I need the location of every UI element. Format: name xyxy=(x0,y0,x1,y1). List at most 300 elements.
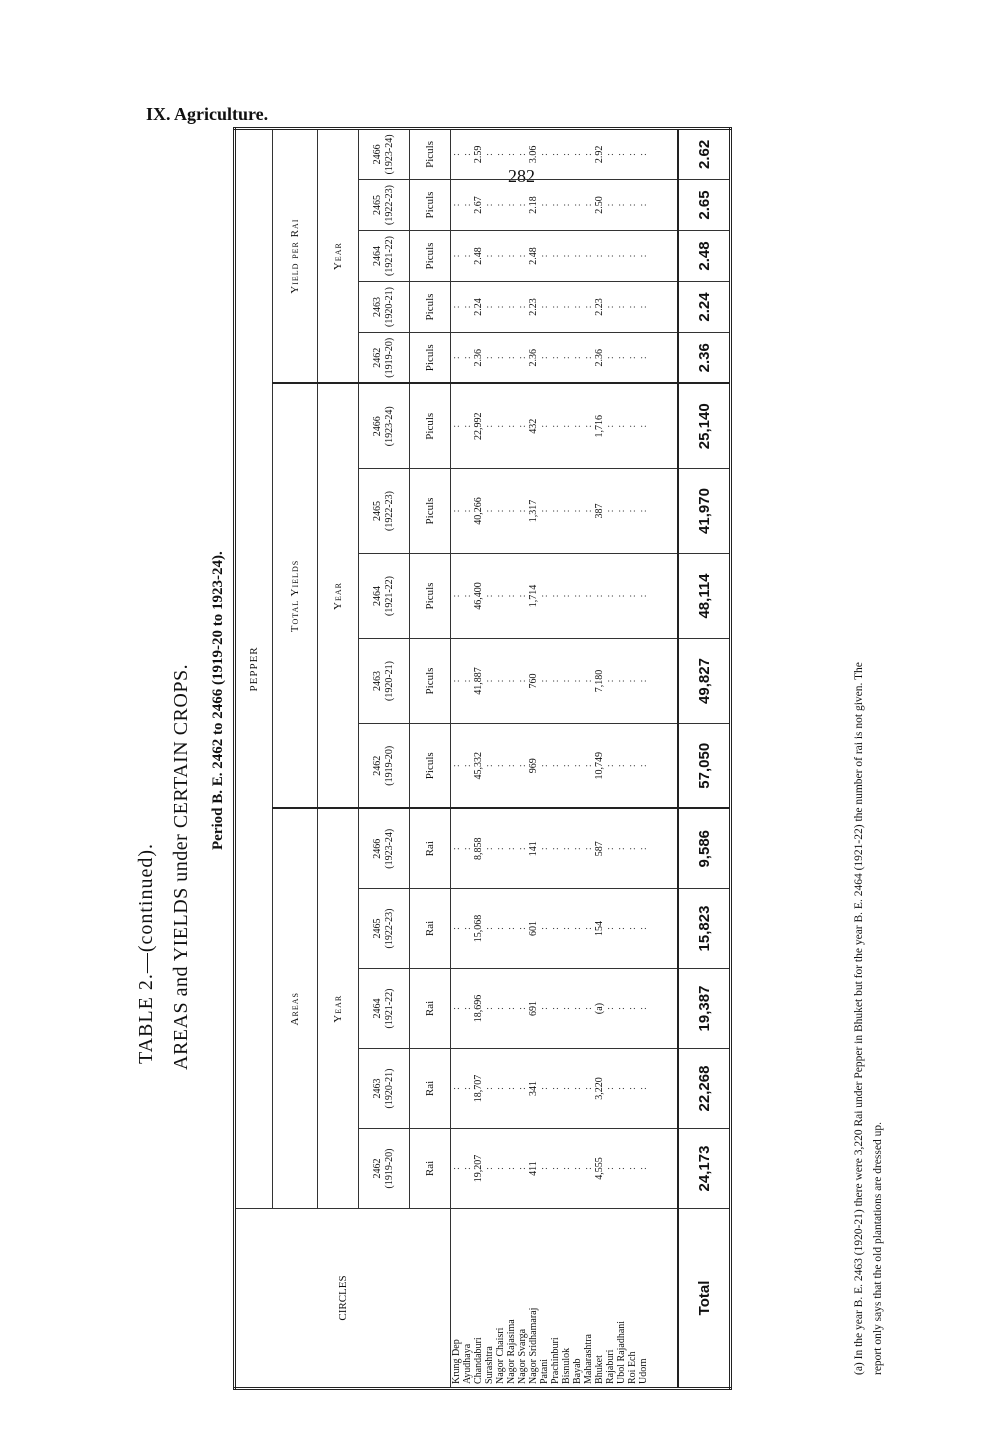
empty-cell: : xyxy=(550,639,561,724)
empty-cell: : xyxy=(638,1129,649,1209)
empty-cell: : xyxy=(506,889,517,969)
empty-cell: : xyxy=(484,231,495,282)
table-row xyxy=(473,128,484,1388)
empty-cell: : xyxy=(594,231,605,282)
year-be: 2462 xyxy=(372,1158,383,1179)
empty-cell: : xyxy=(583,231,594,282)
empty-cell: : xyxy=(561,231,572,282)
empty-cell: : xyxy=(462,809,473,889)
empty-cell: : xyxy=(561,469,572,554)
empty-cell: : xyxy=(572,724,583,809)
table-row xyxy=(627,128,638,1388)
circles-header: CIRCLES xyxy=(235,1209,451,1389)
circle-name: Nagor Chaisri xyxy=(495,1327,506,1384)
empty-cell: : xyxy=(451,128,463,179)
empty-cell: : xyxy=(451,969,463,1049)
empty-cell: : xyxy=(517,180,528,231)
empty-cell: : xyxy=(451,724,463,809)
empty-cell: : xyxy=(638,554,649,639)
year-header-cell xyxy=(359,1129,410,1209)
empty-cell: : xyxy=(539,889,550,969)
empty-cell: : xyxy=(572,469,583,554)
value-cell: 1,716 xyxy=(594,384,605,469)
total-value: 2.24 xyxy=(678,282,731,333)
table-row xyxy=(638,128,649,1388)
empty-cell: : xyxy=(583,180,594,231)
circle-name: Chandaburi xyxy=(473,1337,484,1384)
value-cell: 601 xyxy=(528,889,539,969)
empty-cell: : xyxy=(550,809,561,889)
table-row xyxy=(561,128,572,1388)
total-row xyxy=(678,128,731,1388)
spacer-cell xyxy=(649,1209,678,1389)
empty-cell: : xyxy=(484,128,495,179)
empty-cell: : xyxy=(506,724,517,809)
empty-cell: : xyxy=(572,180,583,231)
empty-cell: : xyxy=(605,180,616,231)
value-cell: 587 xyxy=(594,809,605,889)
empty-cell: : xyxy=(550,1129,561,1209)
empty-cell: : xyxy=(451,384,463,469)
empty-cell: : xyxy=(506,384,517,469)
empty-cell: : xyxy=(583,554,594,639)
circle-name: Maharashtra xyxy=(583,1334,594,1384)
empty-cell: : xyxy=(627,128,638,179)
empty-cell: : xyxy=(627,809,638,889)
empty-cell: : xyxy=(605,1049,616,1129)
year-ce: (1921-22) xyxy=(384,988,395,1029)
empty-cell: : xyxy=(495,128,506,179)
value-cell: 7,180 xyxy=(594,639,605,724)
empty-cell: : xyxy=(451,282,463,333)
empty-cell: : xyxy=(462,554,473,639)
table-row xyxy=(484,128,495,1388)
value-cell: 46,400 xyxy=(473,554,484,639)
spacer-cell xyxy=(649,809,678,889)
empty-cell: : xyxy=(638,1049,649,1129)
empty-cell: : xyxy=(572,1049,583,1129)
empty-cell: : xyxy=(451,1049,463,1129)
empty-cell: : xyxy=(462,639,473,724)
empty-cell: : xyxy=(627,639,638,724)
year-header-cell xyxy=(359,333,410,384)
value-cell: 2.59 xyxy=(473,128,484,179)
year-ce: (1922-23) xyxy=(384,908,395,949)
value-cell: 2.23 xyxy=(594,282,605,333)
spacer-cell xyxy=(649,180,678,231)
empty-cell: : xyxy=(572,128,583,179)
empty-cell: : xyxy=(550,231,561,282)
empty-cell: : xyxy=(572,384,583,469)
table-row xyxy=(517,128,528,1388)
empty-cell: : xyxy=(462,384,473,469)
value-cell: 2.36 xyxy=(594,333,605,384)
value-cell: 3.06 xyxy=(528,128,539,179)
year-be: 2465 xyxy=(372,918,383,939)
empty-cell: : xyxy=(605,384,616,469)
value-cell: 2.92 xyxy=(594,128,605,179)
total-value: 49,827 xyxy=(678,639,731,724)
year-header-cell xyxy=(359,231,410,282)
empty-cell: : xyxy=(583,333,594,384)
unit-cell: Rai xyxy=(410,969,451,1049)
empty-cell: : xyxy=(495,333,506,384)
empty-cell: : xyxy=(583,889,594,969)
empty-cell: : xyxy=(561,282,572,333)
empty-cell: : xyxy=(462,282,473,333)
table-row xyxy=(594,128,605,1388)
empty-cell: : xyxy=(616,180,627,231)
empty-cell: : xyxy=(539,554,550,639)
empty-cell: : xyxy=(561,128,572,179)
spacer-cell xyxy=(649,1129,678,1209)
empty-cell: : xyxy=(495,554,506,639)
year-ce: (1921-22) xyxy=(384,236,395,276)
year-be: 2465 xyxy=(372,501,383,521)
empty-cell: : xyxy=(561,969,572,1049)
empty-cell: : xyxy=(638,231,649,282)
value-cell: 141 xyxy=(528,809,539,889)
empty-cell: : xyxy=(627,889,638,969)
circle-name: Bayab xyxy=(572,1358,583,1384)
empty-cell: : xyxy=(638,128,649,179)
empty-cell: : xyxy=(627,1129,638,1209)
unit-cell: Piculs xyxy=(410,469,451,554)
empty-cell: : xyxy=(451,889,463,969)
empty-cell: : xyxy=(451,469,463,554)
empty-cell: : xyxy=(583,639,594,724)
year-be: 2466 xyxy=(372,144,383,165)
year-header-cell xyxy=(359,554,410,639)
value-cell: 15,068 xyxy=(473,889,484,969)
spacer-cell xyxy=(649,231,678,282)
empty-cell: : xyxy=(517,333,528,384)
value-cell: 154 xyxy=(594,889,605,969)
total-value: 2.65 xyxy=(678,180,731,231)
table-row xyxy=(572,128,583,1388)
empty-cell: : xyxy=(605,969,616,1049)
year-ce: (1923-24) xyxy=(384,406,395,447)
empty-cell: : xyxy=(561,180,572,231)
year-ce: (1922-23) xyxy=(384,491,395,531)
circle-name: Prachinburi xyxy=(550,1337,561,1384)
unit-cell: Rai xyxy=(410,809,451,889)
value-cell: 2.18 xyxy=(528,180,539,231)
value-cell: 8,858 xyxy=(473,809,484,889)
empty-cell: : xyxy=(616,469,627,554)
section-heading: IX. Agriculture. xyxy=(146,104,269,124)
empty-cell: : xyxy=(506,1049,517,1129)
year-be: 2462 xyxy=(372,347,383,368)
total-value: 2.62 xyxy=(678,128,731,179)
empty-cell: : xyxy=(506,969,517,1049)
empty-cell: : xyxy=(451,180,463,231)
empty-cell: : xyxy=(517,469,528,554)
year-header-cell xyxy=(359,128,410,179)
year-be: 2463 xyxy=(372,1078,383,1099)
table-row xyxy=(550,128,561,1388)
empty-cell: : xyxy=(638,969,649,1049)
empty-cell: : xyxy=(517,384,528,469)
empty-cell: : xyxy=(517,1049,528,1129)
empty-cell: : xyxy=(495,889,506,969)
empty-cell: : xyxy=(583,128,594,179)
table-subtitle: AREAS and YIELDS under CERTAIN CROPS. xyxy=(170,663,192,1070)
empty-cell: : xyxy=(616,969,627,1049)
empty-cell: : xyxy=(539,282,550,333)
value-cell: 2.24 xyxy=(473,282,484,333)
empty-cell: : xyxy=(583,384,594,469)
empty-cell: : xyxy=(605,1129,616,1209)
circle-name: Surashtra xyxy=(484,1346,495,1384)
year-header-cell xyxy=(359,889,410,969)
year-ce: (1922-23) xyxy=(384,185,395,225)
empty-cell: : xyxy=(451,809,463,889)
empty-cell: : xyxy=(550,333,561,384)
year-header-cell xyxy=(359,809,410,889)
empty-cell: : xyxy=(605,554,616,639)
empty-cell: : xyxy=(583,1049,594,1129)
table-row xyxy=(495,128,506,1388)
table-row xyxy=(616,128,627,1388)
empty-cell: : xyxy=(484,1049,495,1129)
empty-cell: : xyxy=(605,231,616,282)
value-cell: 18,696 xyxy=(473,969,484,1049)
circle-name: Nagor Svarga xyxy=(517,1328,528,1384)
circle-name: Nagor Sridhamaraj xyxy=(528,1307,539,1384)
empty-cell: : xyxy=(484,639,495,724)
empty-cell: : xyxy=(550,469,561,554)
year-header-cell xyxy=(359,384,410,469)
empty-cell: : xyxy=(638,889,649,969)
empty-cell: : xyxy=(517,128,528,179)
year-be: 2462 xyxy=(372,755,383,776)
pepper-table xyxy=(233,127,732,1390)
empty-cell: : xyxy=(517,969,528,1049)
total-value: 19,387 xyxy=(678,969,731,1049)
table-row xyxy=(583,128,594,1388)
per-rai-year-header: Year xyxy=(318,128,359,383)
table-row xyxy=(605,128,616,1388)
empty-cell: : xyxy=(605,889,616,969)
empty-cell: : xyxy=(462,969,473,1049)
yields-year-header: Year xyxy=(318,384,359,809)
empty-cell: : xyxy=(484,384,495,469)
circle-name: Nagor Rajasima xyxy=(506,1319,517,1384)
empty-cell: : xyxy=(517,639,528,724)
empty-cell: : xyxy=(484,469,495,554)
empty-cell: : xyxy=(462,1129,473,1209)
year-ce: (1920-21) xyxy=(384,1068,395,1109)
empty-cell: : xyxy=(638,333,649,384)
spacer-cell xyxy=(649,282,678,333)
spacer-cell xyxy=(649,333,678,384)
table-title: TABLE 2.—(continued). xyxy=(135,842,157,1064)
spacer-cell xyxy=(649,724,678,809)
value-cell: 2.36 xyxy=(528,333,539,384)
total-value: 57,050 xyxy=(678,724,731,809)
empty-cell: : xyxy=(638,282,649,333)
empty-cell: : xyxy=(583,282,594,333)
circle-name: Udorn xyxy=(638,1358,649,1384)
empty-cell: : xyxy=(539,128,550,179)
year-be: 2466 xyxy=(372,416,383,437)
empty-cell: : xyxy=(451,1129,463,1209)
unit-cell: Rai xyxy=(410,889,451,969)
yield-per-rai-header: Yield per Rai xyxy=(273,128,318,383)
empty-cell: : xyxy=(561,889,572,969)
empty-cell: : xyxy=(616,1129,627,1209)
unit-cell: Rai xyxy=(410,1049,451,1129)
footnote: (a) In the year B. E. 2463 (1920-21) there were 3,220 Rai under Pepper in Bhuket but for the year B. E. 2464 (1921-22) the number of rai is not given. The report only says that the old plantations are dressed up. xyxy=(853,662,884,1375)
unit-cell: Piculs xyxy=(410,180,451,231)
empty-cell: : xyxy=(495,282,506,333)
empty-cell: : xyxy=(484,180,495,231)
empty-cell: : xyxy=(550,969,561,1049)
empty-cell: : xyxy=(462,231,473,282)
unit-cell: Piculs xyxy=(410,724,451,809)
empty-cell: : xyxy=(484,724,495,809)
unit-cell: Piculs xyxy=(410,231,451,282)
page-number: 282 xyxy=(508,166,535,186)
empty-cell: : xyxy=(462,724,473,809)
empty-cell: : xyxy=(550,1049,561,1129)
circle-name: Bhuket xyxy=(594,1355,605,1384)
total-value: 15,823 xyxy=(678,889,731,969)
year-ce: (1923-24) xyxy=(384,828,395,869)
empty-cell: : xyxy=(539,384,550,469)
empty-cell: : xyxy=(539,969,550,1049)
value-cell: 22,992 xyxy=(473,384,484,469)
empty-cell: : xyxy=(616,809,627,889)
circle-name: Roi Ech xyxy=(627,1351,638,1384)
empty-cell: : xyxy=(517,282,528,333)
empty-cell: : xyxy=(605,639,616,724)
empty-cell: : xyxy=(638,384,649,469)
empty-cell: : xyxy=(539,724,550,809)
table-row xyxy=(539,128,550,1388)
empty-cell: : xyxy=(627,384,638,469)
empty-cell: : xyxy=(627,180,638,231)
empty-cell: : xyxy=(605,128,616,179)
year-header-cell xyxy=(359,639,410,724)
unit-cell: Piculs xyxy=(410,639,451,724)
value-cell: 411 xyxy=(528,1129,539,1209)
empty-cell: : xyxy=(572,889,583,969)
empty-cell: : xyxy=(594,554,605,639)
circle-name: Krung Dep xyxy=(451,1339,462,1384)
circle-name: Rajaburi xyxy=(605,1349,616,1384)
unit-cell: Piculs xyxy=(410,282,451,333)
empty-cell: : xyxy=(550,889,561,969)
empty-cell: : xyxy=(506,639,517,724)
year-header-cell xyxy=(359,1049,410,1129)
value-cell: 691 xyxy=(528,969,539,1049)
value-cell: 432 xyxy=(528,384,539,469)
crop-header: PEPPER xyxy=(235,128,273,1208)
spacer-cell xyxy=(649,384,678,469)
value-cell: 2.50 xyxy=(594,180,605,231)
empty-cell: : xyxy=(495,384,506,469)
empty-cell: : xyxy=(572,333,583,384)
empty-cell: : xyxy=(506,128,517,179)
year-header-cell xyxy=(359,180,410,231)
empty-cell: : xyxy=(484,1129,495,1209)
spacer-cell xyxy=(649,969,678,1049)
year-ce: (1920-21) xyxy=(384,661,395,701)
empty-cell: : xyxy=(462,1049,473,1129)
total-value: 9,586 xyxy=(678,809,731,889)
year-header-cell xyxy=(359,469,410,554)
empty-cell: : xyxy=(484,554,495,639)
empty-cell: : xyxy=(517,1129,528,1209)
empty-cell: : xyxy=(616,384,627,469)
spacer-cell xyxy=(649,1049,678,1129)
spacer-cell xyxy=(649,639,678,724)
empty-cell: : xyxy=(616,282,627,333)
total-yields-header: Total Yields xyxy=(273,384,318,809)
empty-cell: : xyxy=(539,1129,550,1209)
empty-cell: : xyxy=(561,639,572,724)
empty-cell: : xyxy=(627,231,638,282)
spacer-row xyxy=(649,128,678,1388)
year-ce: (1919-20) xyxy=(384,1148,395,1189)
empty-cell: : xyxy=(561,554,572,639)
empty-cell: : xyxy=(539,809,550,889)
empty-cell: : xyxy=(627,469,638,554)
empty-cell: : xyxy=(616,724,627,809)
spacer-cell xyxy=(649,469,678,554)
empty-cell: : xyxy=(561,384,572,469)
empty-cell: : xyxy=(495,639,506,724)
empty-cell: : xyxy=(561,1129,572,1209)
empty-cell: : xyxy=(539,180,550,231)
table-row xyxy=(451,128,463,1388)
spacer-cell xyxy=(649,554,678,639)
value-cell: 2.36 xyxy=(473,333,484,384)
empty-cell: : xyxy=(627,969,638,1049)
value-cell: 2.23 xyxy=(528,282,539,333)
empty-cell: : xyxy=(517,231,528,282)
empty-cell: : xyxy=(495,724,506,809)
empty-cell: : xyxy=(539,231,550,282)
circle-name: Patani xyxy=(539,1359,550,1384)
circle-name: Bisnulok xyxy=(561,1347,572,1384)
value-cell: 1,714 xyxy=(528,554,539,639)
empty-cell: : xyxy=(638,180,649,231)
value-cell: 969 xyxy=(528,724,539,809)
value-cell: 19,207 xyxy=(473,1129,484,1209)
table-row xyxy=(462,128,473,1388)
total-value: 2.36 xyxy=(678,333,731,384)
year-ce: (1923-24) xyxy=(384,134,395,175)
empty-cell: : xyxy=(583,724,594,809)
empty-cell: : xyxy=(583,1129,594,1209)
empty-cell: : xyxy=(539,1049,550,1129)
unit-cell: Rai xyxy=(410,1129,451,1209)
empty-cell: : xyxy=(550,128,561,179)
circle-name: Ayudhaya xyxy=(462,1343,473,1384)
value-cell: 1,317 xyxy=(528,469,539,554)
spacer-cell xyxy=(649,128,678,179)
year-be: 2463 xyxy=(372,297,383,317)
empty-cell: : xyxy=(638,809,649,889)
year-be: 2464 xyxy=(372,246,383,266)
empty-cell: : xyxy=(539,639,550,724)
empty-cell: : xyxy=(583,469,594,554)
value-cell: 2.48 xyxy=(528,231,539,282)
empty-cell: : xyxy=(561,1049,572,1129)
